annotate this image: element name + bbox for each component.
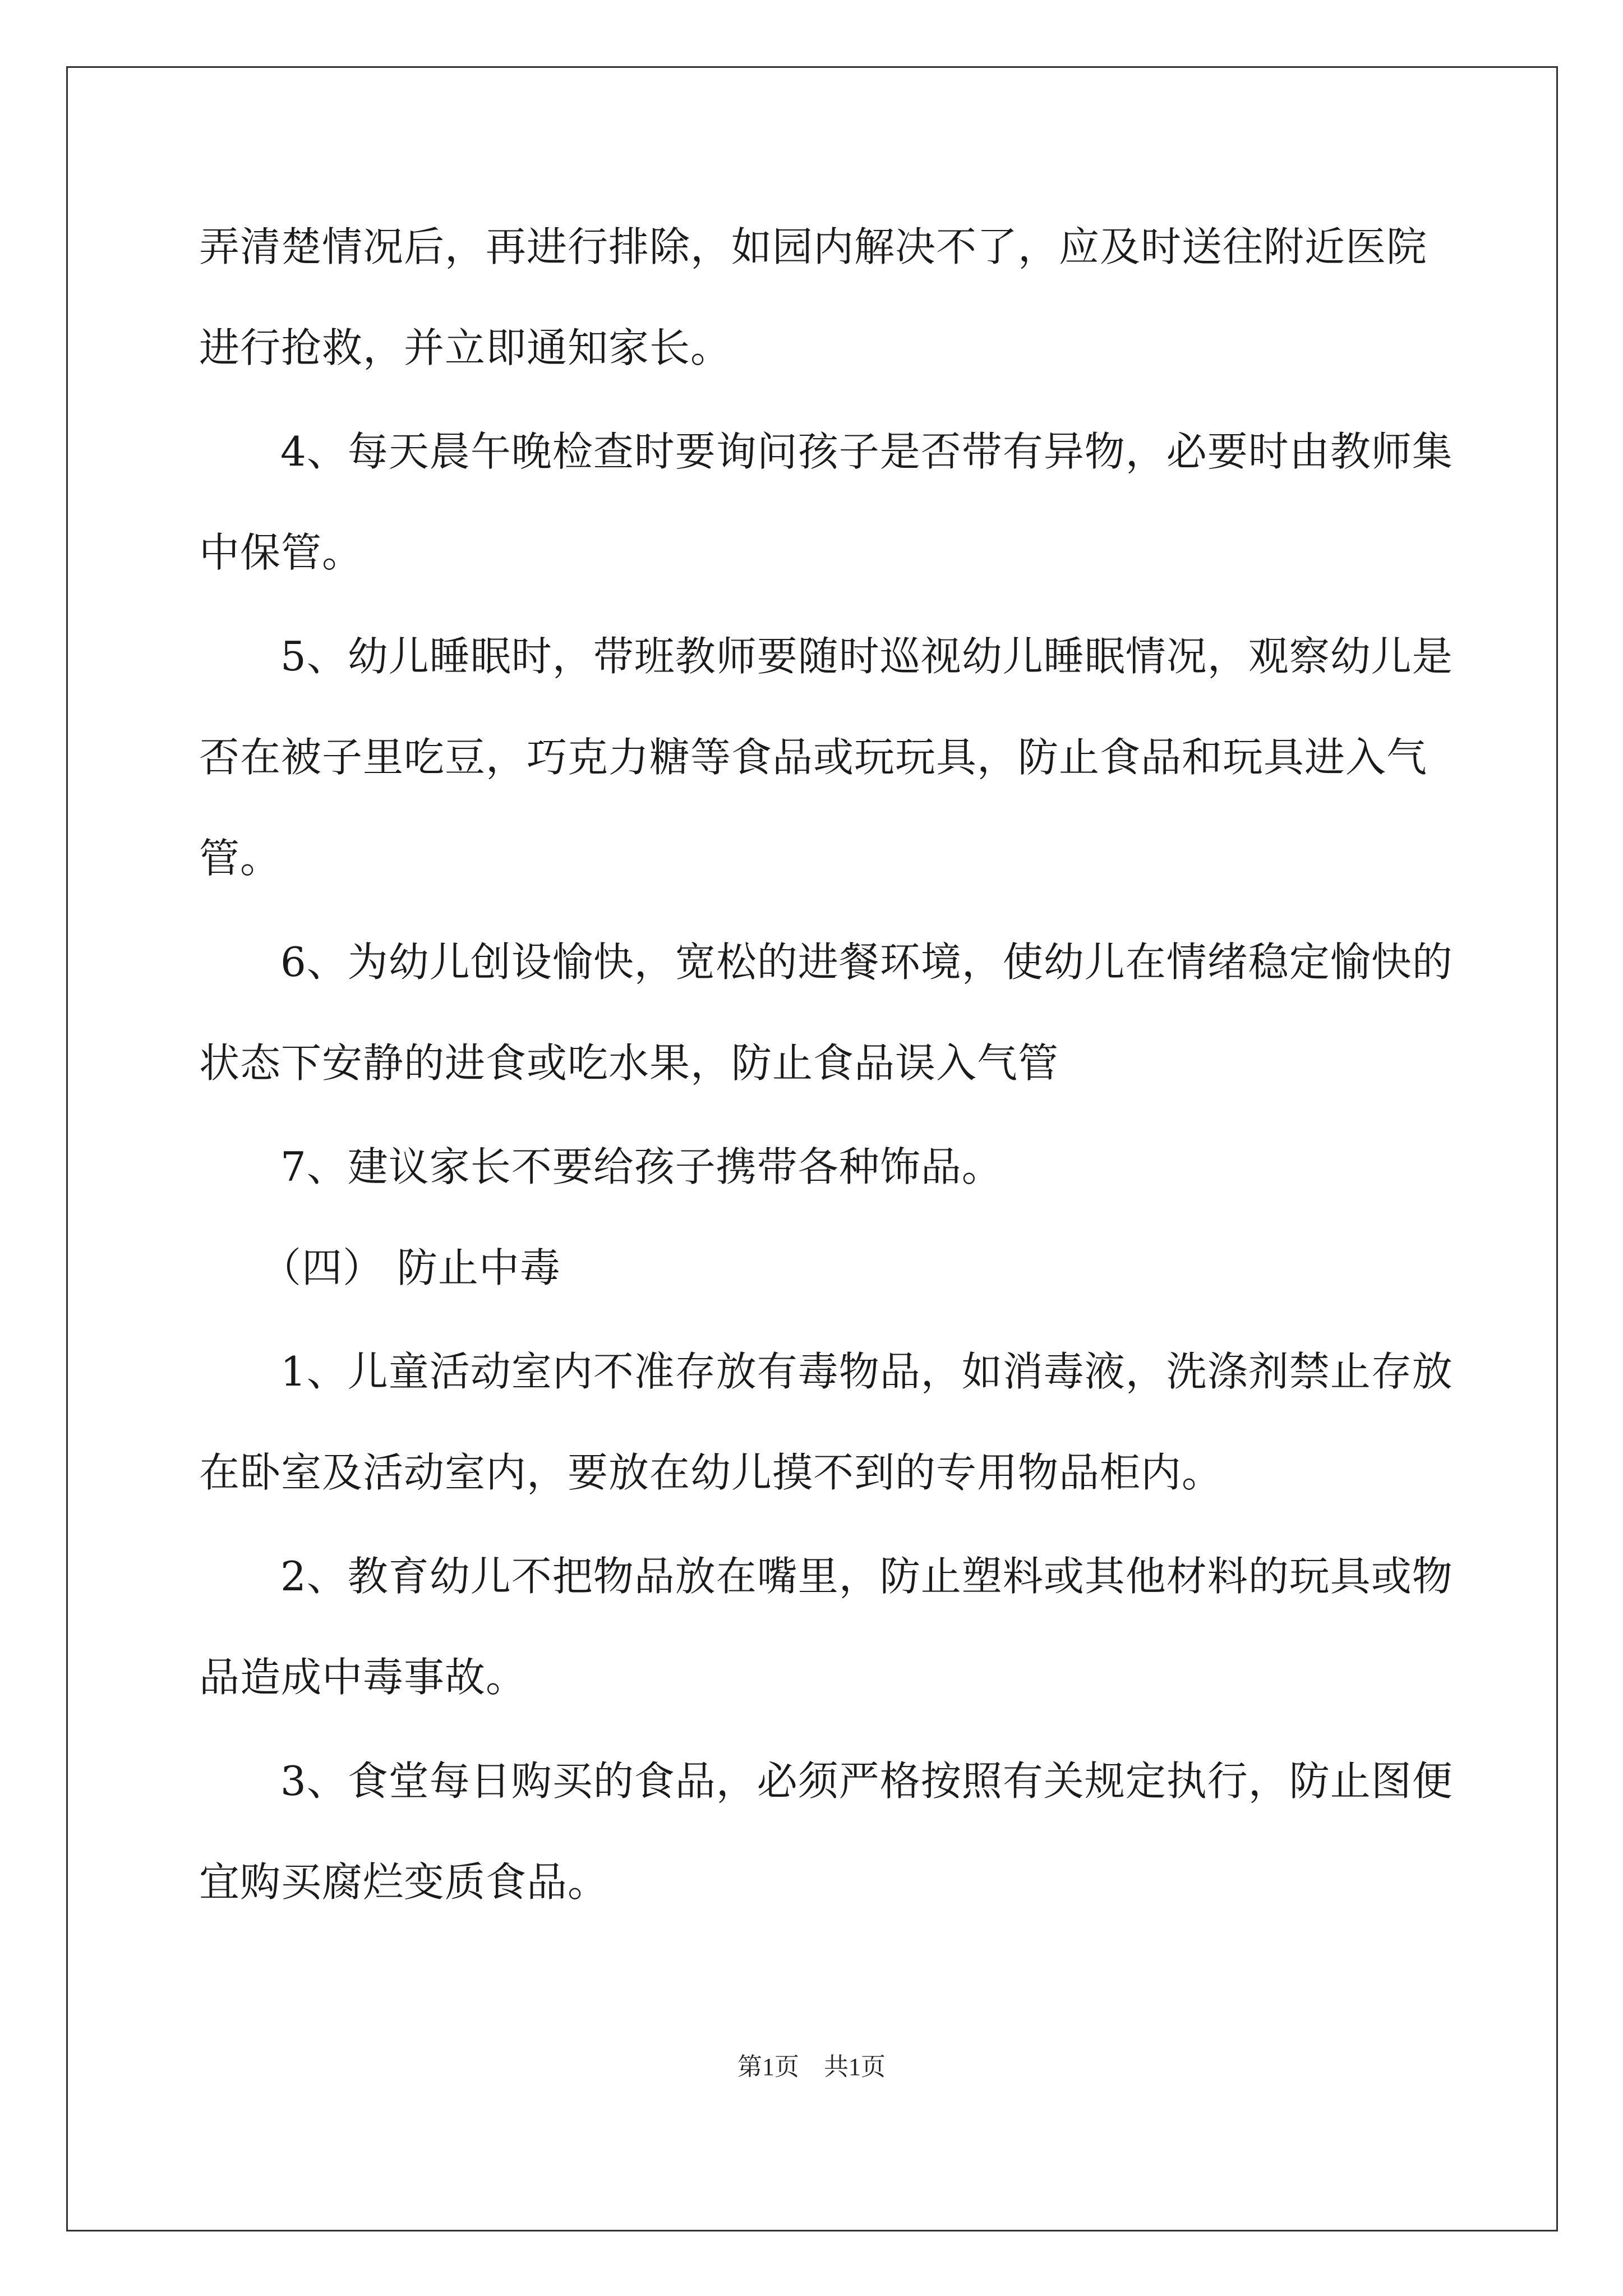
text-line: 品造成中毒事故。 — [199, 1654, 527, 1701]
text-line: 管。 — [199, 835, 282, 882]
paragraph-4-line: 4、每天晨午晚检查时要询问孩子是否带有异物，必要时由教师集 — [280, 428, 1453, 475]
text-line: 状态下安静的进食或吃水果，防止食品误入气管 — [199, 1039, 1059, 1087]
paragraph-6-line: 6、为幼儿创设愉快，宽松的进餐环境，使幼儿在情绪稳定愉快的 — [280, 938, 1453, 986]
text-line: 进行抢救，并立即通知家长。 — [199, 324, 732, 371]
text-line: 中保管。 — [199, 529, 363, 576]
section-heading: （四） 防止中毒 — [261, 1244, 561, 1291]
paragraph-1-line: 1、儿童活动室内不准存放有毒物品，如消毒液，洗涤剂禁止存放 — [280, 1348, 1453, 1395]
paragraph-5-line: 5、幼儿睡眠时，带班教师要随时巡视幼儿睡眠情况，观察幼儿是 — [280, 633, 1453, 680]
text-line: 否在被子里吃豆，巧克力糖等食品或玩玩具，防止食品和玩具进入气 — [199, 734, 1428, 781]
paragraph-2-line: 2、教育幼儿不把物品放在嘴里，防止塑料或其他材料的玩具或物 — [280, 1553, 1453, 1600]
text-line: 在卧室及活动室内，要放在幼儿摸不到的专用物品柜内。 — [199, 1449, 1223, 1496]
text-line: 宜购买腐烂变质食品。 — [199, 1858, 609, 1906]
paragraph-7-line: 7、建议家长不要给孩子携带各种饰品。 — [280, 1143, 1003, 1190]
page-number: 第1页 共1页 — [737, 2053, 886, 2081]
text-line: 弄清楚情况后，再进行排除，如园内解决不了，应及时送往附近医院 — [199, 223, 1428, 270]
paragraph-3-line: 3、食堂每日购买的食品，必须严格按照有关规定执行，防止图便 — [280, 1757, 1453, 1805]
